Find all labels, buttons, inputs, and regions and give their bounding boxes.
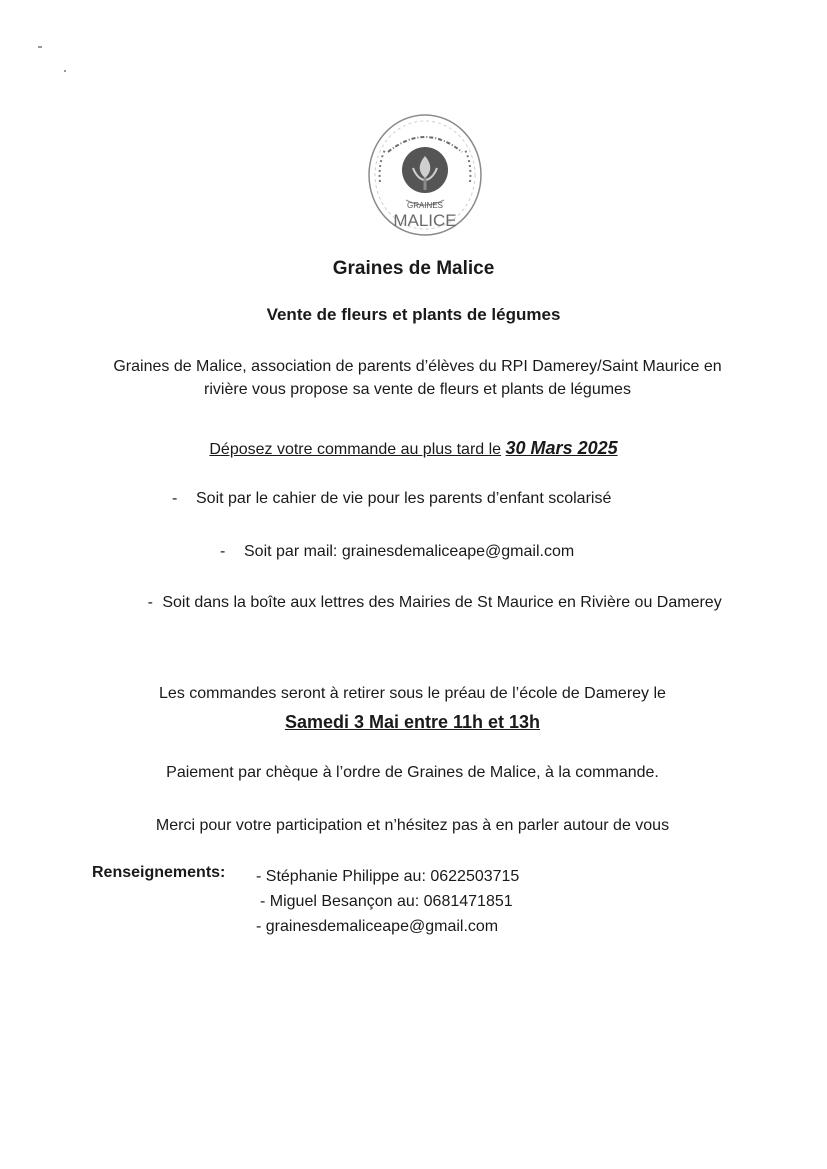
- deadline-line: [0, 438, 827, 459]
- pickup-date: [100, 712, 725, 733]
- deadline-lead: Déposez votre commande au plus tard le: [209, 441, 502, 458]
- logo-malice-text: MALICE: [393, 211, 457, 230]
- pickup-text: Les commandes seront à retirer sous le préau de l’école de Damerey le: [159, 685, 666, 702]
- contact-item: - Stéphanie Philippe au: 0622503715: [256, 868, 520, 885]
- contact-item: - Miguel Besançon au: 0681471851: [260, 893, 513, 910]
- option-text: Soit par le cahier de vie pour les parents d’enfant scolarisé: [196, 490, 612, 507]
- option-dash: -: [147, 594, 153, 611]
- option-dash: -: [172, 490, 178, 507]
- option-text: Soit par mail: grainesdemaliceape@gmail.com: [244, 543, 575, 560]
- logo-ring-text: GRAINES: [406, 201, 444, 210]
- option-dash: -: [220, 543, 226, 560]
- scan-speck: [38, 46, 42, 48]
- option-item: [172, 487, 611, 510]
- option-text: Soit dans la boîte aux lettres des Mairies de St Maurice en Rivière ou Damerey: [162, 594, 722, 611]
- option-item: [220, 540, 574, 563]
- intro-paragraph: Graines de Malice, association de parents d’élèves du RPI Damerey/Saint Maurice en rivière vous propose sa vente de fleurs et plants de légumes: [113, 358, 722, 398]
- page-title: Graines de Malice: [332, 258, 495, 279]
- pickup-date-text: Samedi 3 Mai entre 11h et 13h: [284, 712, 541, 732]
- contacts-label: Renseignements:: [92, 864, 226, 881]
- payment-text: Paiement par chèque à l’ordre de Graines de Malice, à la commande.: [166, 764, 659, 781]
- deadline-date: 30 Mars 2025: [505, 438, 618, 458]
- page-subtitle: Vente de fleurs et plants de légumes: [266, 305, 561, 324]
- graines-de-malice-logo: [366, 112, 484, 238]
- contact-item: - grainesdemaliceape@gmail.com: [256, 918, 499, 935]
- thanks-text: Merci pour votre participation et n’hésitez pas à en parler autour de vous: [155, 817, 670, 834]
- option-item: [125, 591, 735, 614]
- scan-speck: [64, 70, 66, 72]
